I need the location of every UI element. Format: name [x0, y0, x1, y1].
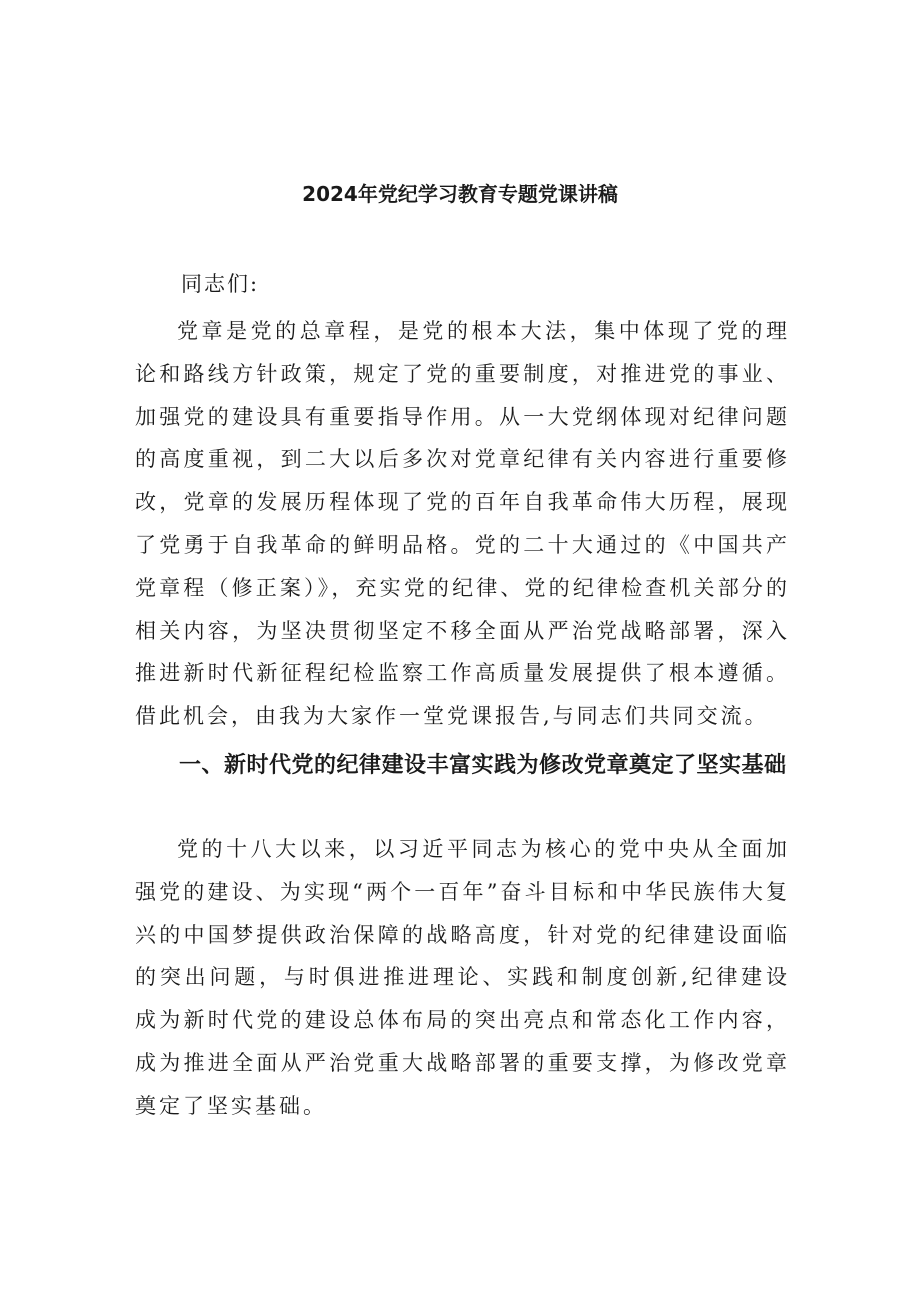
salutation: 同志们:	[181, 272, 260, 296]
document-title: 2024年党纪学习教育专题党课讲稿	[302, 182, 618, 206]
paragraph-section-1: 党的十八大以来，以习近平同志为核心的党中央从全面加强党的建设、为实现“两个一百年”奋斗目标和中华民族伟大复兴的中国梦提供政治保障的战略高度，针对党的纪律建设面临的突出问题，与时俱进推进理论、实践和制度创新,纪律建设成为新时代党的建设总体布局的突出亮点和常态化工作内容，成为推进全面从严治党重大战略部署的重要支撑，为修改党章奠定了坚实基础。	[135, 837, 790, 1118]
section-heading-1: 一、新时代党的纪律建设丰富实践为修改党章奠定了坚实基础	[179, 753, 787, 778]
paragraph-intro: 党章是党的总章程，是党的根本大法，集中体现了党的理论和路线方针政策，规定了党的重要制度，对推进党的事业、加强党的建设具有重要指导作用。从一大党纲体现对纪律问题的高度重视，到二大以后多次对党章纪律有关内容进行重要修改，党章的发展历程体现了党的百年自我革命伟大历程，展现了党勇于自我革命的鲜明品格。党的二十大通过的《中国共产党章程（修正案）》，充实党的纪律、党的纪律检查机关部分的相关内容，为坚决贯彻坚定不移全面从严治党战略部署，深入推进新时代新征程纪检监察工作高质量发展提供了根本遵循。借此机会，由我为大家作一堂党课报告,与同志们共同交流。	[135, 319, 790, 729]
